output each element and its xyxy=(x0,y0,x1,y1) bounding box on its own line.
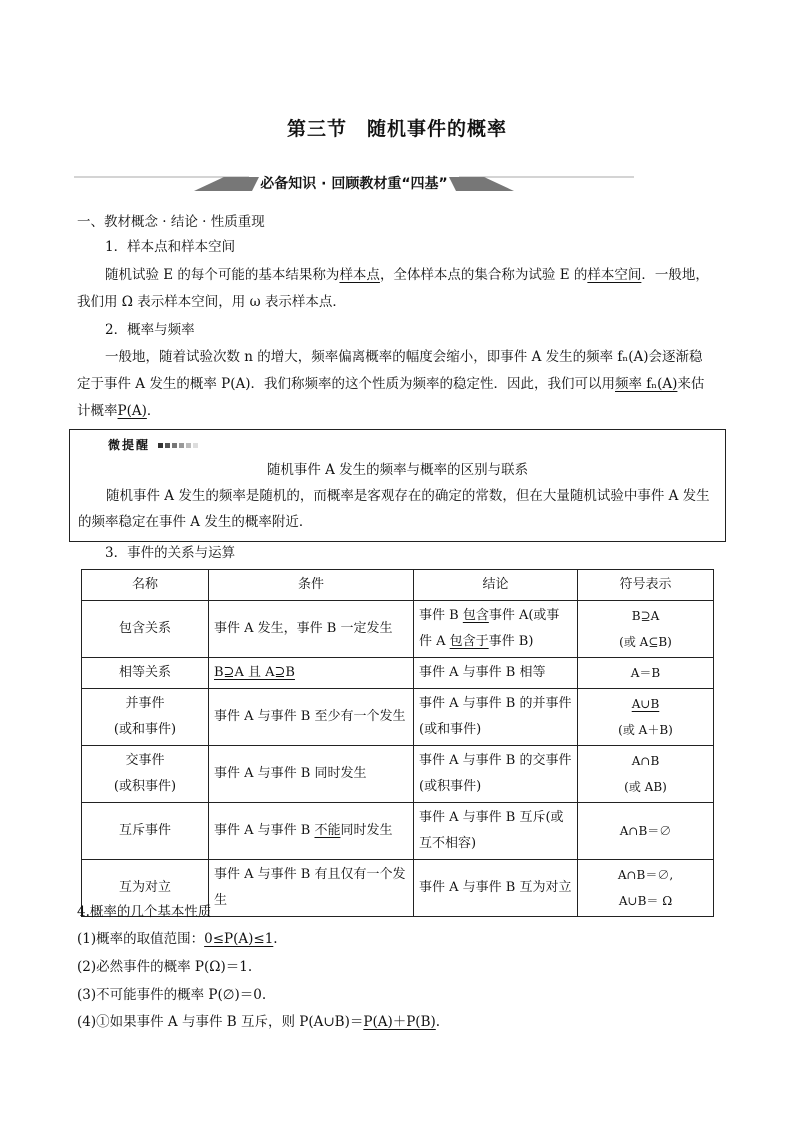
column-header: 条件 xyxy=(209,570,414,601)
table-row xyxy=(82,601,714,658)
name-text: 交事件 xyxy=(125,753,165,768)
table-row xyxy=(82,746,714,803)
column-header: 结论 xyxy=(414,570,578,601)
paragraph-frequency-end xyxy=(77,398,727,424)
symbol-text: (或 AB) xyxy=(624,780,667,794)
tip-label-text: 微提醒 xyxy=(108,438,151,452)
text-run: (1)概率的取值范围： xyxy=(77,931,205,947)
term-cannot: 不能 xyxy=(314,823,341,838)
property-range xyxy=(77,926,727,952)
cell-name xyxy=(82,746,209,803)
text-run: 事件 A 与事件 B xyxy=(214,823,315,838)
text-run: 同时发生 xyxy=(340,823,393,838)
name-text: (或和事件) xyxy=(113,722,177,737)
table-row xyxy=(82,689,714,746)
term-frequency: 频率 fₙ(A) xyxy=(615,376,678,392)
text-run: ． xyxy=(146,403,161,419)
paragraph-frequency-cont xyxy=(77,371,727,397)
cell-result: 事件 A 与事件 B 互斥(或互不相容) xyxy=(414,803,578,860)
text-run: 定于事件 A 发生的概率 P(A)．我们称频率的这个性质为频率的稳定性．因此，我们可以用 xyxy=(77,376,615,392)
term-sample-point: 样本点 xyxy=(339,267,380,283)
cell-condition xyxy=(209,803,414,860)
cell-name: 互斥事件 xyxy=(82,803,209,860)
relations-table xyxy=(81,569,714,917)
text-run: 计概率 xyxy=(77,403,118,419)
paragraph-sample-space-cont: 我们用 Ω 表示样本空间，用 ω 表示样本点． xyxy=(77,294,346,310)
cell-result: 事件 A 与事件 B 互为对立 xyxy=(414,860,578,917)
cell-symbol: A∩B＝∅ xyxy=(578,803,714,860)
cell-symbol xyxy=(578,689,714,746)
cell-result: 事件 A 与事件 B 相等 xyxy=(414,658,578,689)
property-mutually-exclusive xyxy=(77,1009,727,1035)
table-row xyxy=(82,803,714,860)
cell-name xyxy=(82,689,209,746)
symbol-text: (或 A⊆B) xyxy=(619,635,672,649)
cell-condition: 事件 A 发生，事件 B 一定发生 xyxy=(209,601,414,658)
cell-name: 互为对立 xyxy=(82,860,209,917)
subheading-sample-space: 1．样本点和样本空间 xyxy=(105,239,236,255)
property-impossible: (3)不可能事件的概率 P(∅)＝0. xyxy=(77,987,267,1003)
banner-title: 必备知识 · 回顾教材重“四基” xyxy=(260,176,448,192)
text-run: 事件 A(或事件 A xyxy=(419,608,560,649)
cell-name: 包含关系 xyxy=(82,601,209,658)
term-contained: 包含于 xyxy=(449,634,489,649)
text-run: ，全体样本点的集合称为试验 E 的 xyxy=(379,267,588,283)
square-icon xyxy=(179,443,184,448)
symbol-text: A∪B＝ Ω xyxy=(618,894,673,908)
table-row xyxy=(82,658,714,689)
name-text: (或积事件) xyxy=(113,779,177,794)
cell-result xyxy=(414,601,578,658)
cell-result: 事件 A 与事件 B 的并事件(或和事件) xyxy=(414,689,578,746)
text-run: 随机试验 E 的每个可能的基本结果称为 xyxy=(105,267,340,283)
square-icon xyxy=(165,443,170,448)
cell-condition: B⊇A 且 A⊇B xyxy=(209,658,414,689)
symbol-text: (或 A＋B) xyxy=(618,723,673,737)
subheading-properties: 4.概率的几个基本性质 xyxy=(77,904,212,920)
term-sample-space: 样本空间 xyxy=(587,267,642,283)
cell-symbol: A＝B xyxy=(578,658,714,689)
text-run: 事件 B xyxy=(419,608,463,623)
text-run: ．一般地， xyxy=(641,267,709,283)
text-run: (4)①如果事件 A 与事件 B 互斥，则 P(A∪B)＝ xyxy=(77,1014,364,1030)
name-text: 并事件 xyxy=(125,696,165,711)
text-run: 来估 xyxy=(677,376,705,392)
cell-condition: 事件 A 与事件 B 有且仅有一个发生 xyxy=(209,860,414,917)
symbol-text: B⊇A xyxy=(631,609,660,623)
column-header: 名称 xyxy=(82,570,209,601)
square-icon xyxy=(193,443,198,448)
cell-symbol xyxy=(578,746,714,803)
text-run: . xyxy=(435,1014,441,1030)
term-contains: 包含 xyxy=(462,608,489,623)
page-title: 第三节 随机事件的概率 xyxy=(286,118,507,140)
cell-result: 事件 A 与事件 B 的交事件(或积事件) xyxy=(414,746,578,803)
paragraph-frequency: 一般地，随着试验次数 n 的增大，频率偏离概率的幅度会缩小，即事件 A 发生的频率 fₙ(A)会逐渐稳 xyxy=(105,349,703,365)
text-run: 事件 B) xyxy=(488,634,534,649)
cell-condition: 事件 A 与事件 B 同时发生 xyxy=(209,746,414,803)
property-certain: (2)必然事件的概率 P(Ω)＝1. xyxy=(77,959,253,975)
symbol-text: A∪B xyxy=(631,697,660,711)
tip-title: 随机事件 A 发生的频率与概率的区别与联系 xyxy=(266,462,529,478)
cell-symbol xyxy=(578,601,714,658)
paragraph-sample-space xyxy=(77,262,727,288)
section-banner xyxy=(74,170,634,196)
term-range: 0≤P(A)≤1 xyxy=(204,931,274,947)
term-probability: P(A) xyxy=(117,403,147,419)
square-icon xyxy=(172,443,177,448)
symbol-text: A∩B＝∅, xyxy=(617,868,674,882)
subheading-frequency: 2．概率与频率 xyxy=(105,322,195,338)
term-sum: P(A)＋P(B) xyxy=(363,1014,436,1030)
tip-label xyxy=(108,436,198,453)
column-header: 符号表示 xyxy=(578,570,714,601)
section-heading: 一、教材概念 · 结论 · 性质重现 xyxy=(77,214,265,230)
subheading-relations: 3．事件的关系与运算 xyxy=(105,545,236,561)
square-icon xyxy=(158,443,163,448)
cell-condition: 事件 A 与事件 B 至少有一个发生 xyxy=(209,689,414,746)
symbol-text: A∩B xyxy=(631,754,660,768)
text-run: . xyxy=(273,931,278,947)
tip-box xyxy=(69,429,726,542)
tip-body: 随机事件 A 发生的频率是随机的，而概率是客观存在的确定的常数，但在大量随机试验中事件 A 发生的频率稳定在事件 A 发生的概率附近． xyxy=(78,488,710,530)
cell-name: 相等关系 xyxy=(82,658,209,689)
table-header-row xyxy=(82,570,714,601)
square-icon xyxy=(186,443,191,448)
